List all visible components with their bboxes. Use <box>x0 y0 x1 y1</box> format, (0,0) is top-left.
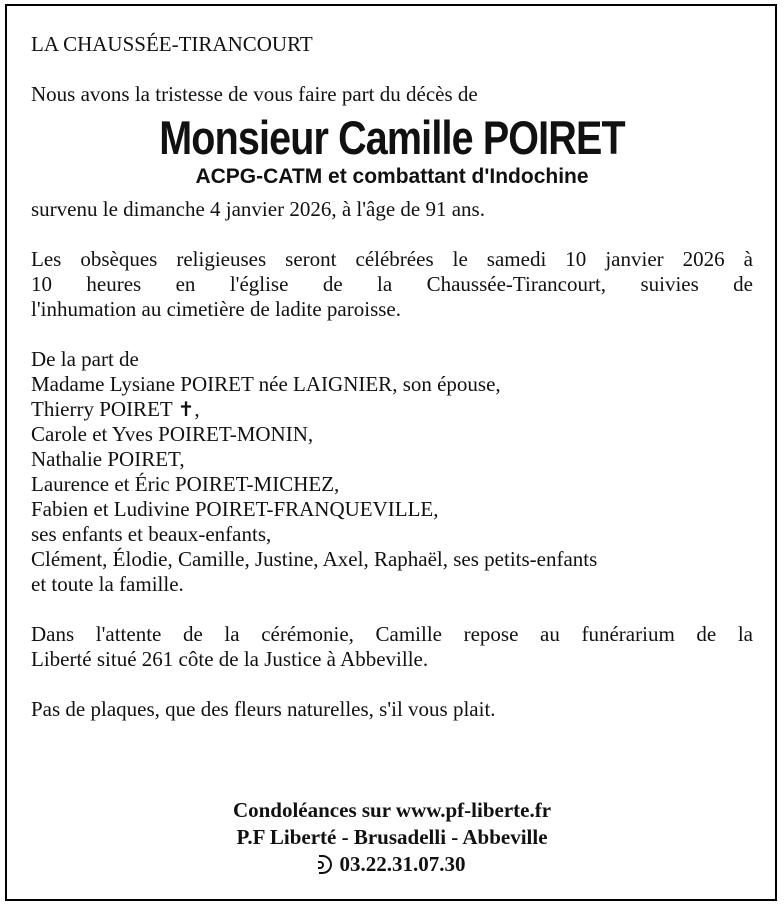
flowers-note: Pas de plaques, que des fleurs naturelles, s'il vous plait. <box>31 697 496 721</box>
intro-text: Nous avons la tristesse de vous faire part du décès de <box>31 82 478 106</box>
child-deceased-suffix: , <box>194 397 200 421</box>
deceased-title: ACPG-CATM et combattant d'Indochine <box>195 165 589 188</box>
town-heading: LA CHAUSSÉE-TIRANCOURT <box>31 32 313 56</box>
family-child: Fabien et Ludivine POIRET-FRANQUEVILLE, <box>31 497 439 521</box>
funeral-line-2: 10 heures en l'église de la Chaussée-Tirancourt, suivies de <box>31 272 753 296</box>
family-closing: et toute la famille. <box>31 572 184 596</box>
phone-number: 03.22.31.07.30 <box>339 852 466 876</box>
footer <box>0 797 784 878</box>
condolences-link: Condoléances sur www.pf-liberte.fr <box>232 798 552 822</box>
phone-line <box>0 851 784 878</box>
deceased-name: Monsieur Camille POIRET <box>159 111 625 164</box>
repose-line-1: Dans l'attente de la cérémonie, Camille repose au funérarium de la <box>31 622 753 646</box>
family-spouse: Madame Lysiane POIRET née LAIGNIER, son épouse, <box>31 372 501 396</box>
family-intro: De la part de <box>31 347 139 371</box>
death-info: survenu le dimanche 4 janvier 2026, à l'âge de 91 ans. <box>31 197 485 221</box>
grandchildren: Clément, Élodie, Camille, Justine, Axel, Raphaël, ses petits-enfants <box>31 547 598 571</box>
family-child: Nathalie POIRET, <box>31 447 185 471</box>
children-label: ses enfants et beaux-enfants, <box>31 522 272 546</box>
child-deceased-name: Thierry POIRET <box>31 397 173 421</box>
family-child: Laurence et Éric POIRET-MICHEZ, <box>31 472 340 496</box>
cross-icon: ✝ <box>177 397 195 421</box>
family-child: Carole et Yves POIRET-MONIN, <box>31 422 314 446</box>
repose-line-2: Liberté situé 261 côte de la Justice à Abbeville. <box>31 647 429 671</box>
funeral-line-3: l'inhumation au cimetière de ladite paroisse. <box>31 297 401 321</box>
phone-icon <box>319 855 332 874</box>
family-child-deceased <box>31 397 753 422</box>
notice-body <box>31 32 753 722</box>
funeral-line-1: Les obsèques religieuses seront célébrées le samedi 10 janvier 2026 à <box>31 247 753 271</box>
funeral-home: P.F Liberté - Brusadelli - Abbeville <box>236 825 548 849</box>
